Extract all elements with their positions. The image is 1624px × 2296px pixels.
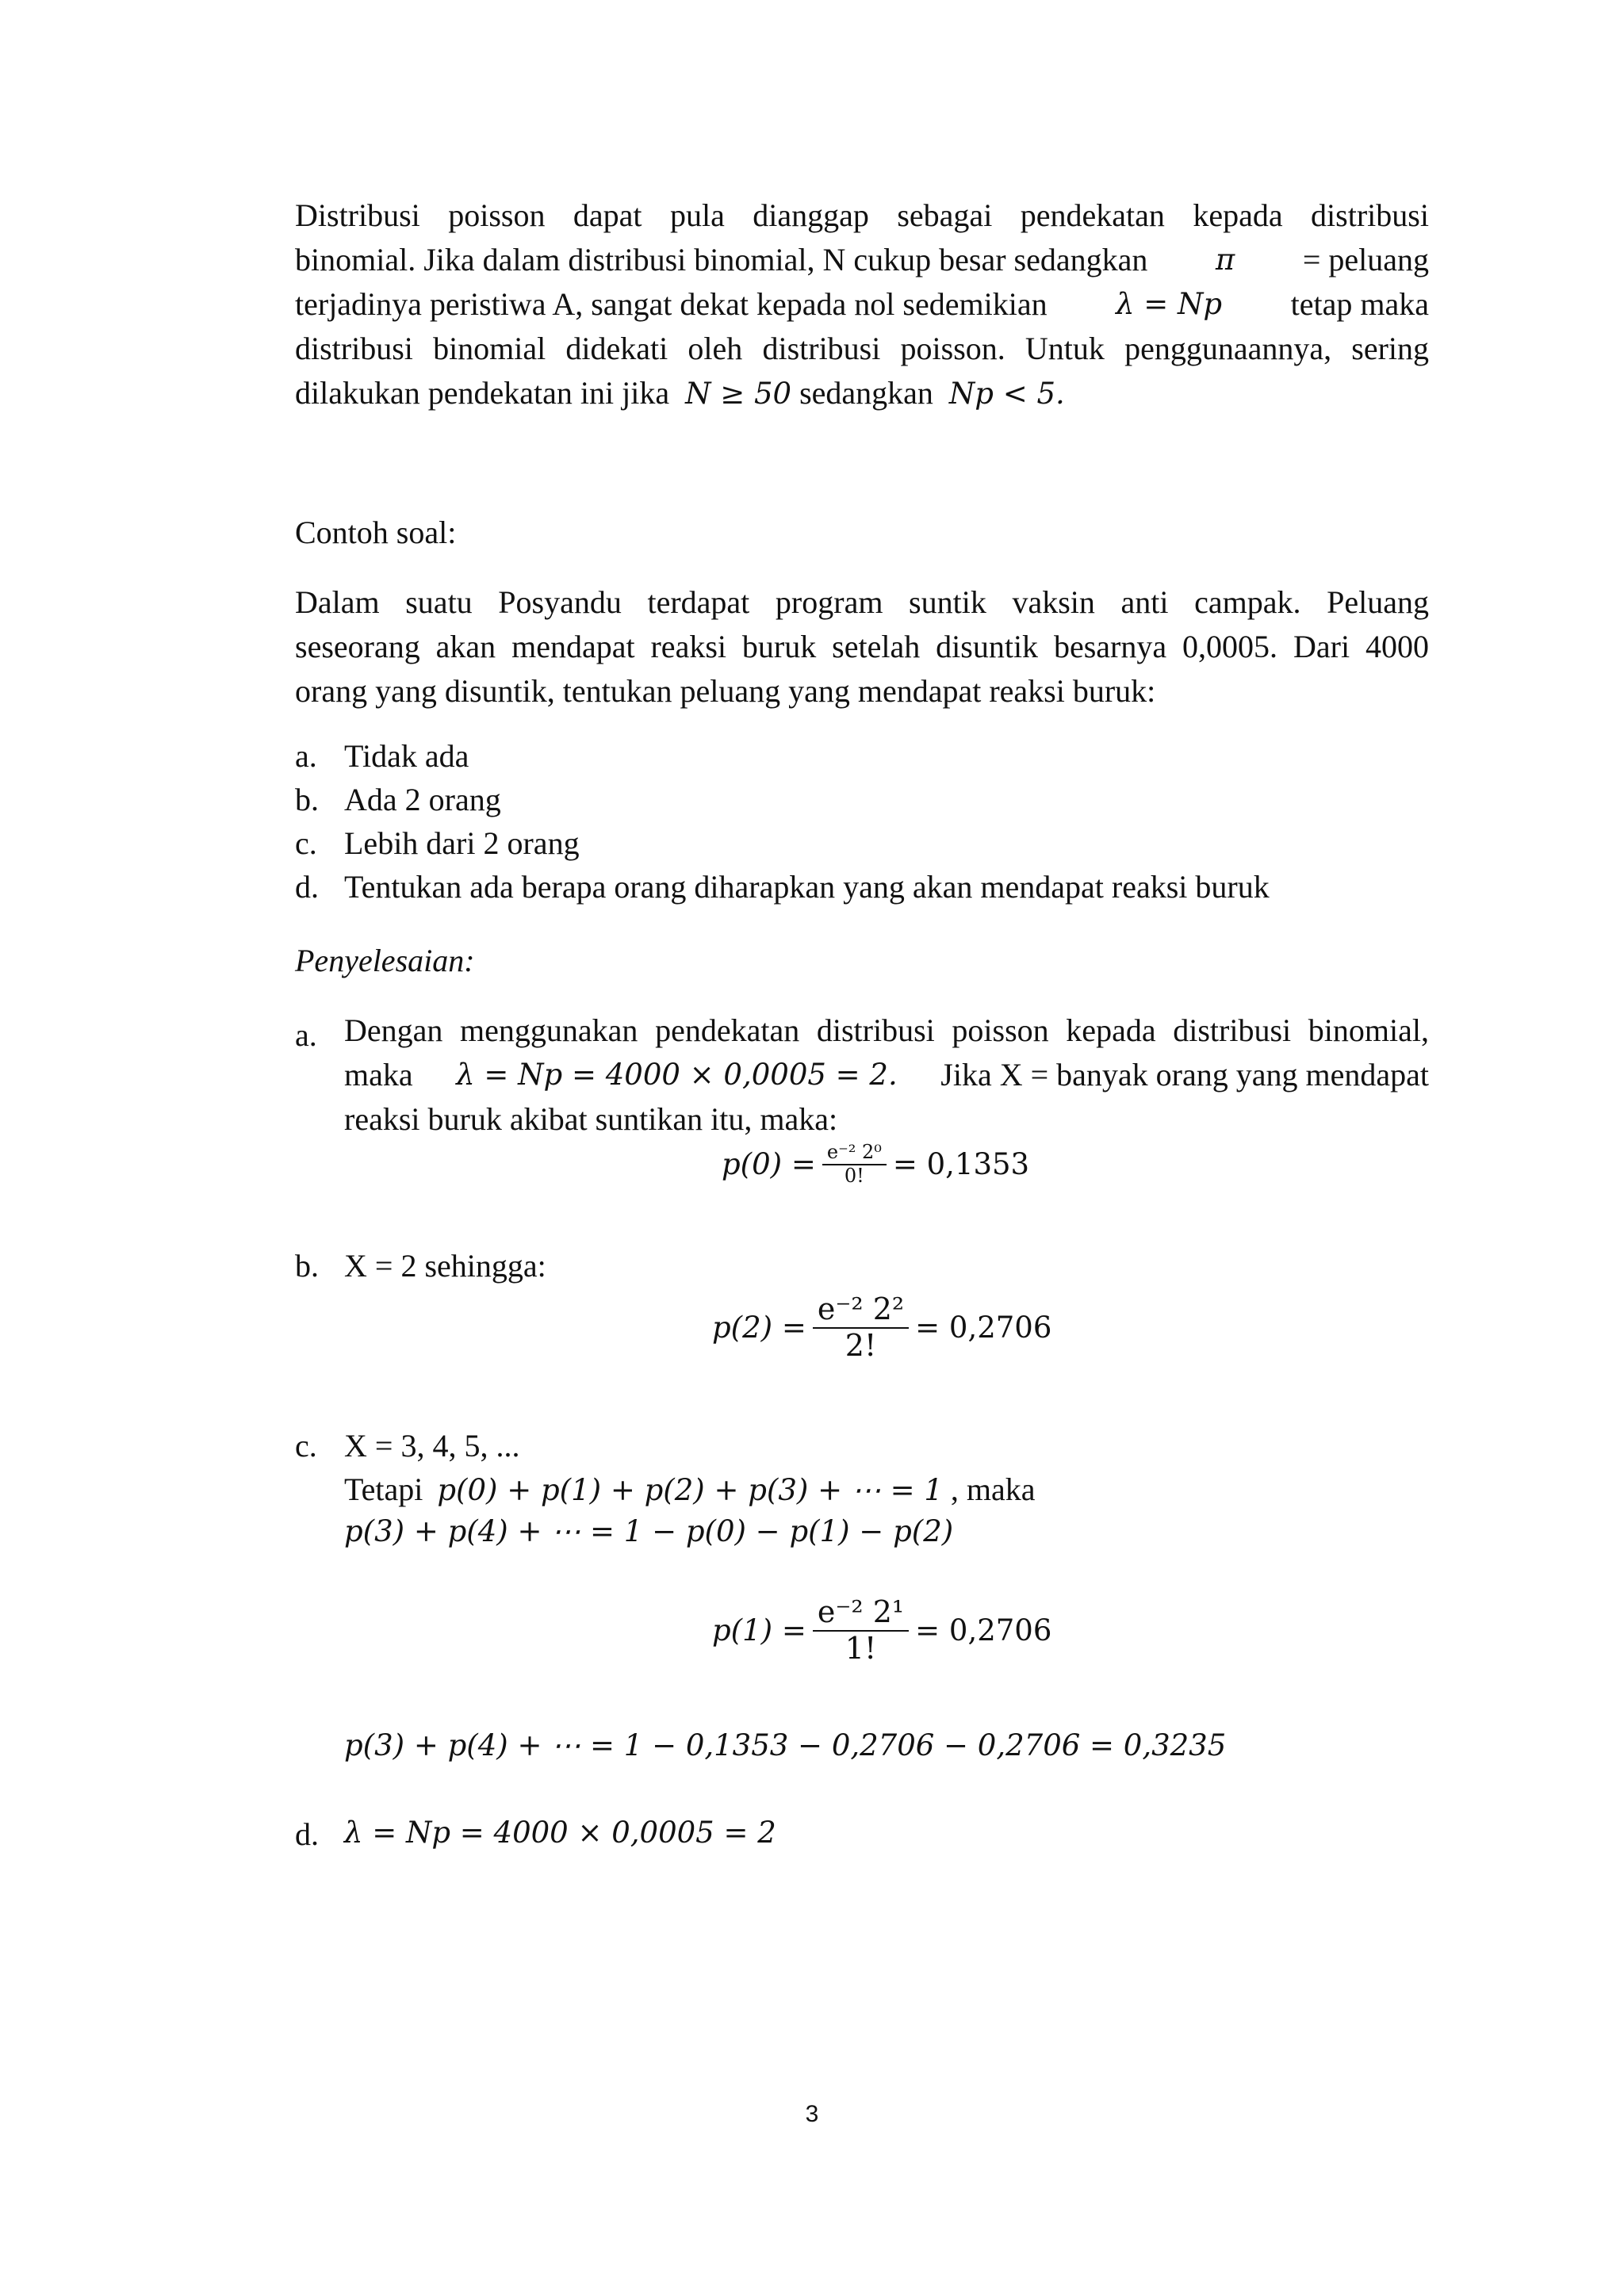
fraction [813,1595,909,1666]
fraction-numerator: e⁻² 2⁰ [826,1141,882,1163]
page-number: 3 [805,2101,819,2127]
intro-line-1 [295,193,1429,238]
question-line-1: Dalam suatu Posyandu terdapat program suntik vaksin anti campak. Peluang [295,584,1429,620]
equation-lhs: p(1) = [712,1613,806,1648]
lambda-calculation: λ = Np = 4000 × 0,0005 = 2. [456,1058,898,1092]
equation-p1 [712,1595,1051,1666]
fraction-denominator: 2! [845,1327,877,1363]
equation-p0 [722,1142,1029,1187]
solution-a-line-3: reaksi buruk akibat suntikan itu, maka: [344,1101,838,1137]
solution-a-line-2-end: Jika X = banyak orang yang mendapat [940,1057,1429,1093]
list-item-text: Lebih dari 2 orang [344,825,580,861]
fraction [822,1142,887,1187]
intro-word: poisson [448,197,546,233]
np-condition: Np < 5. [948,377,1065,411]
tetapi-label: Tetapi [344,1471,423,1507]
list-marker: d. [295,869,319,905]
equation-rhs: = 0,2706 [915,1613,1052,1648]
solution-c-line-2 [344,1471,1036,1508]
question-line-3: orang yang disuntik, tentukan peluang yang mendapat reaksi buruk: [295,673,1156,709]
solution-c-result: p(3) + p(4) + ⋯ = 1 − 0,1353 − 0,2706 − 0,2706 = 0,3235 [344,1728,1227,1762]
list-marker: b. [295,782,319,817]
list-item-text: Ada 2 orang [344,782,501,817]
solution-d-equation: λ = Np = 4000 × 0,0005 = 2 [344,1816,776,1850]
equation-rhs: = 0,2706 [915,1311,1052,1345]
list-marker: b. [295,1248,319,1284]
intro-line-2-text: binomial. Jika dalam distribusi binomial, N cukup besar sedangkan [295,242,1148,277]
question-paragraph [295,580,1429,714]
list-item-text: Tentukan ada berapa orang diharapkan yang akan mendapat reaksi buruk [344,869,1270,905]
equation-rhs: = 0,1353 [892,1147,1030,1182]
equation-lhs: p(2) = [712,1311,806,1345]
intro-line-5 [295,371,1429,416]
intro-word: distribusi [1311,197,1429,233]
list-marker: a. [295,738,317,774]
solution-c-line-3: p(3) + p(4) + ⋯ = 1 − p(0) − p(1) − p(2) [344,1514,954,1548]
solution-a-text [344,1008,1429,1142]
solution-b-text: X = 2 sehingga: [344,1248,546,1284]
solution-heading: Penyelesaian: [295,943,475,978]
list-item-text: Tidak ada [344,738,469,774]
solution-a-maka: maka [344,1057,413,1093]
fraction-numerator: e⁻² 2¹ [817,1594,905,1629]
intro-word: pula [669,197,725,233]
intro-word: dianggap [753,197,869,233]
intro-line-2-end: = peluang [1302,242,1429,277]
fraction-numerator: e⁻² 2² [817,1292,905,1326]
equation-lhs: p(0) = [722,1147,816,1182]
pi-symbol: π [1215,243,1235,277]
intro-line-5-mid: sedangkan [799,375,933,411]
question-line-2: seseorang akan mendapat reaksi buruk setelah disuntik besarnya 0,0005. Dari 4000 [295,629,1429,664]
intro-word: sebagai [897,197,993,233]
maka-label: , maka [950,1471,1036,1507]
intro-line-3 [295,282,1429,327]
list-marker: d. [295,1816,319,1852]
lambda-np-formula: λ = Np [1116,287,1223,321]
solution-a-line-2 [344,1053,1429,1097]
intro-word: dapat [573,197,642,233]
intro-line-2 [295,238,1429,282]
list-marker: a. [295,1017,317,1053]
fraction-denominator: 1! [845,1630,877,1666]
equation-p2 [712,1292,1051,1363]
intro-word: kepada [1193,197,1283,233]
intro-word: Distribusi [295,197,420,233]
list-marker: c. [295,825,317,861]
intro-line-4: distribusi binomial didekati oleh distribusi poisson. Untuk penggunaannya, sering [295,331,1429,366]
list-marker: c. [295,1428,317,1464]
fraction [813,1292,909,1363]
intro-paragraph [295,193,1429,416]
solution-c-line-1: X = 3, 4, 5, ... [344,1428,520,1464]
example-heading: Contoh soal: [295,515,457,550]
intro-line-5-text: dilakukan pendekatan ini jika [295,375,670,411]
probability-sum: p(0) + p(1) + p(2) + p(3) + ⋯ = 1 [437,1473,943,1507]
intro-word: pendekatan [1020,197,1165,233]
n-condition: N ≥ 50 [685,377,792,411]
intro-line-3-text: terjadinya peristiwa A, sangat dekat kepada nol sedemikian [295,286,1048,322]
intro-line-3-end: tetap maka [1290,286,1429,322]
fraction-denominator: 0! [844,1164,864,1187]
solution-a-line-1: Dengan menggunakan pendekatan distribusi poisson kepada distribusi binomial, [344,1012,1429,1048]
